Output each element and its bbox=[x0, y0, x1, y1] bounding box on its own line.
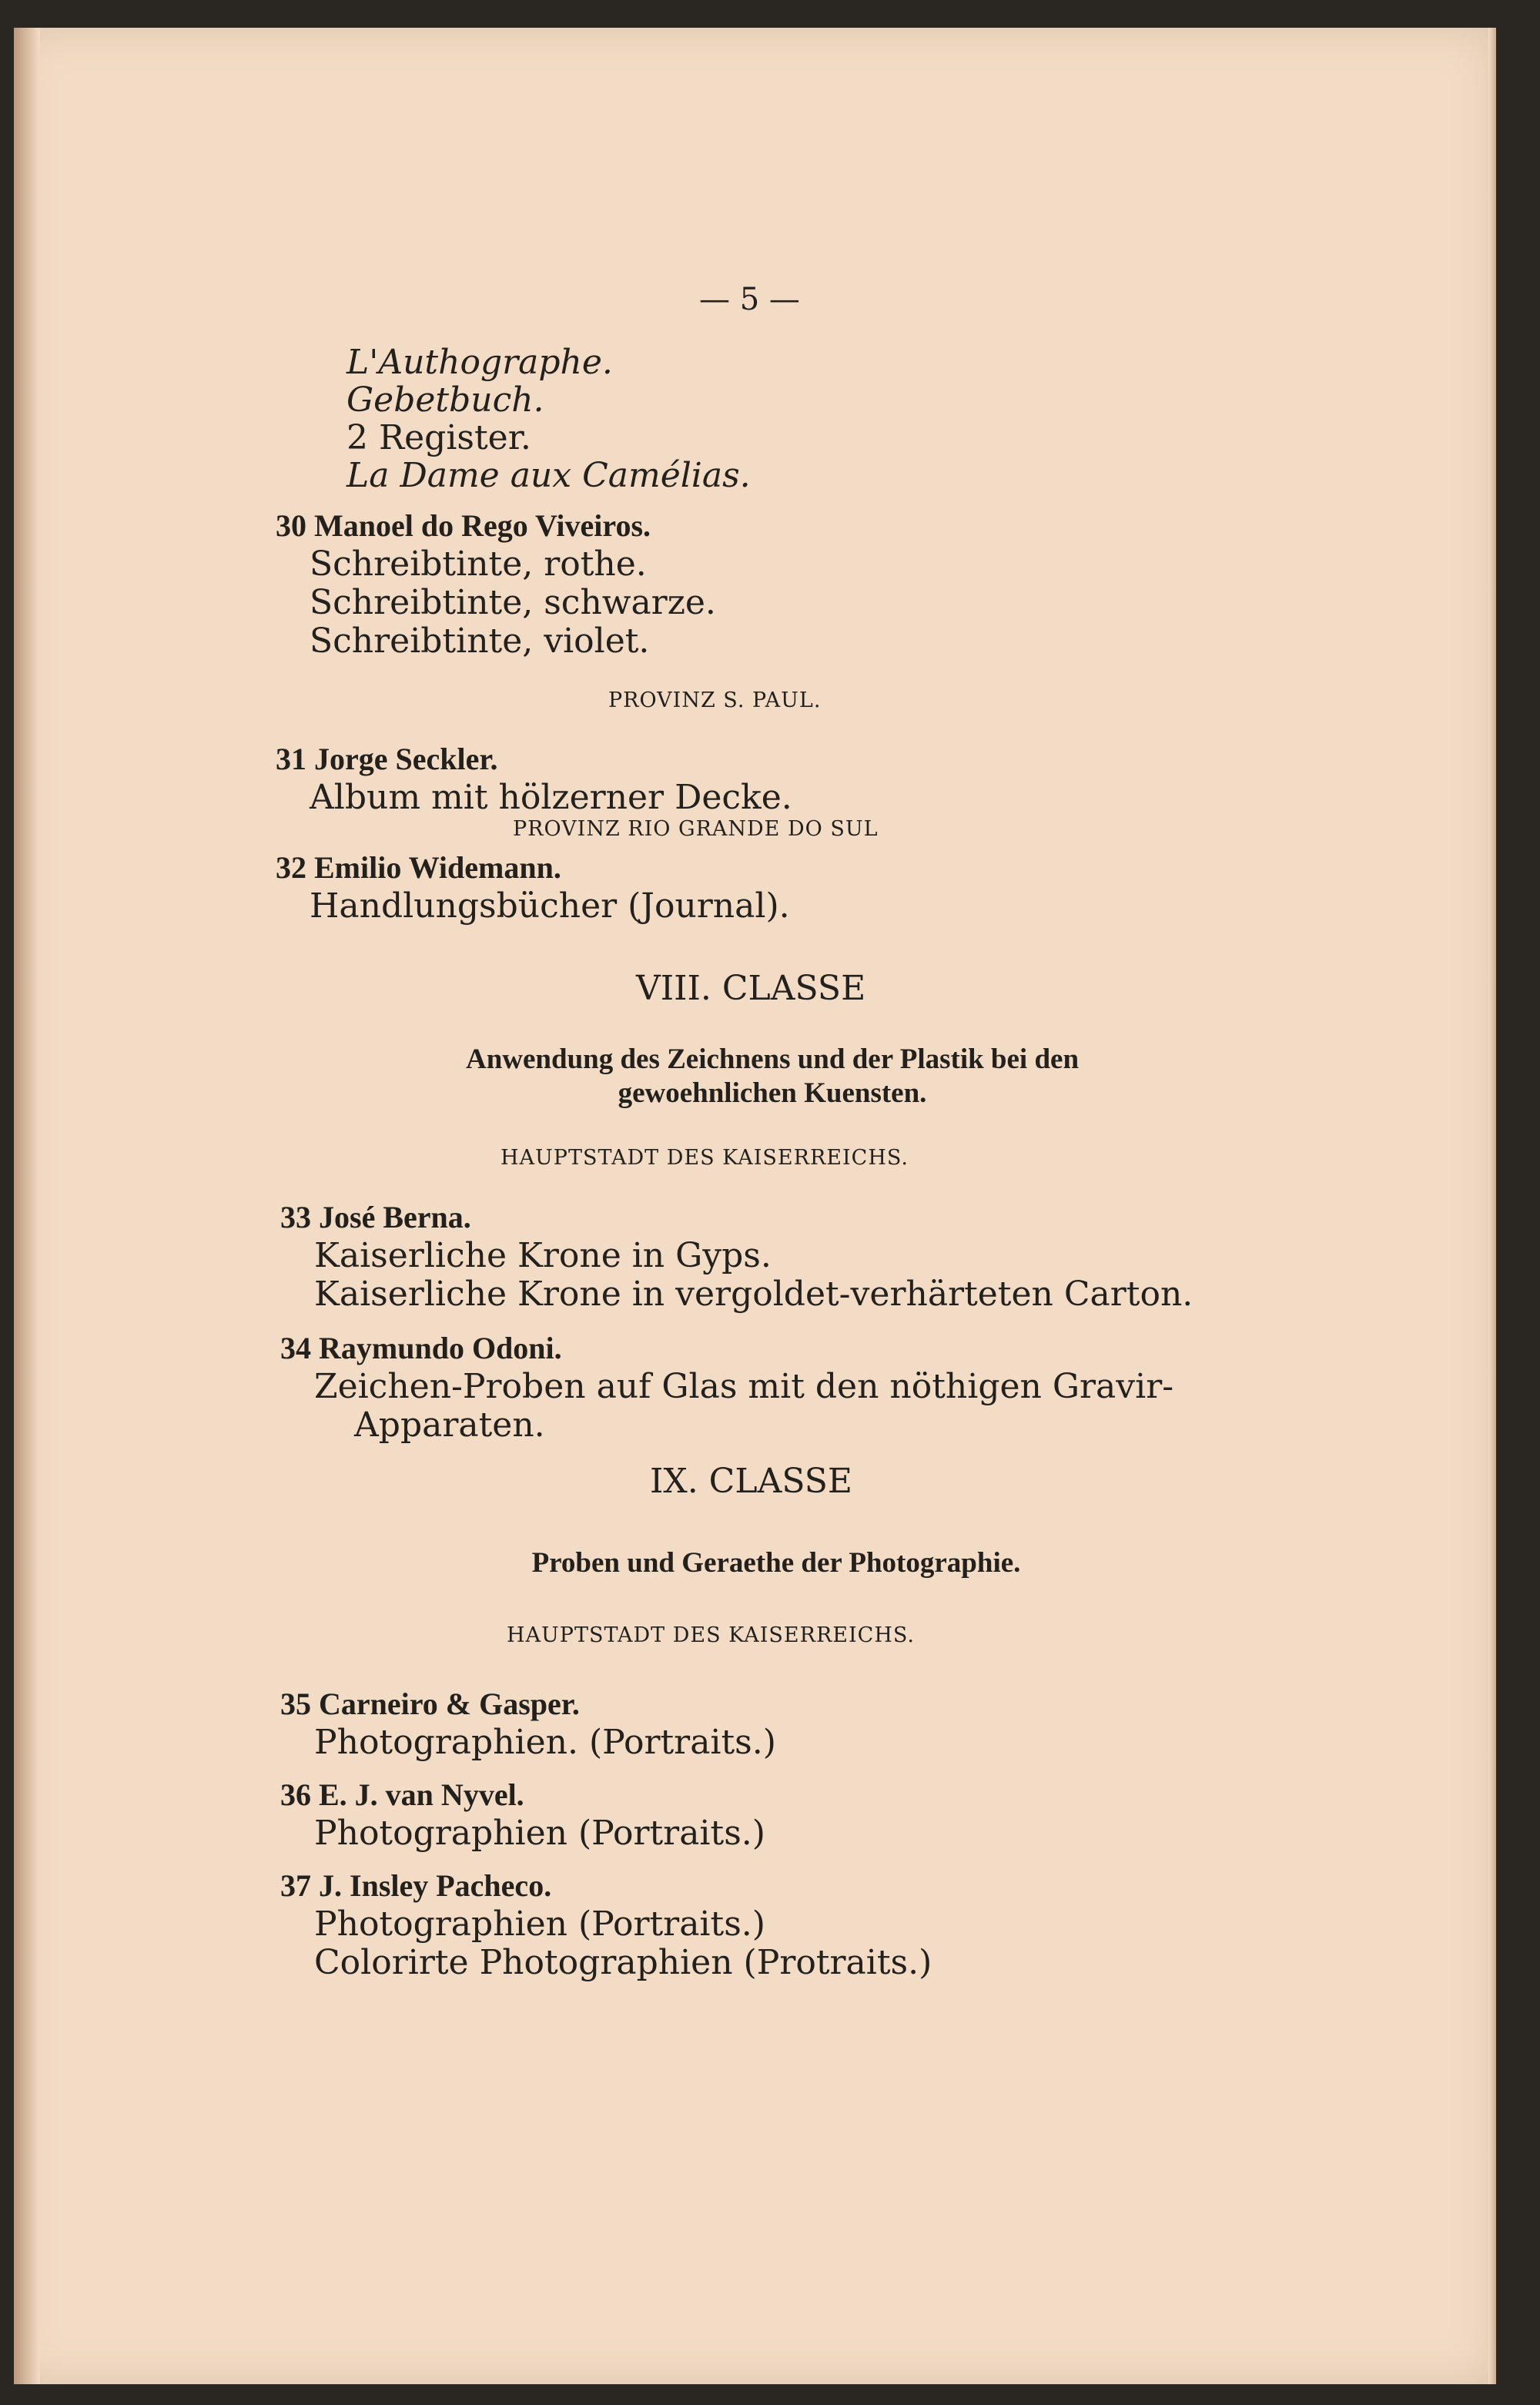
entry-item: Schreibtinte, schwarze. bbox=[310, 583, 716, 622]
classe-subtitle-line: Anwendung des Zeichnens und der Plastik bei den bbox=[465, 1043, 1080, 1075]
classe-subtitle-line: gewoehnlichen Kuensten. bbox=[618, 1077, 927, 1109]
entry-name: 33 José Berna. bbox=[280, 1200, 471, 1234]
list-item: La Dame aux Camélias. bbox=[346, 456, 751, 495]
entry-30 bbox=[276, 507, 716, 661]
province-heading: PROVINZ RIO GRANDE DO SUL bbox=[513, 817, 879, 841]
entry-36 bbox=[280, 1776, 765, 1853]
entry-item: Schreibtinte, rothe. bbox=[310, 544, 647, 584]
entry-name: 36 E. J. van Nyvel. bbox=[280, 1777, 524, 1812]
entry-item: Handlungsbücher (Journal). bbox=[310, 886, 790, 926]
entry-item: Zeichen-Proben auf Glas mit den nöthigen Gravir- bbox=[314, 1367, 1174, 1406]
classe-subtitle bbox=[337, 1043, 1207, 1110]
entry-item: Photographien (Portraits.) bbox=[314, 1814, 765, 1853]
entry-name: 37 J. Insley Pacheco. bbox=[280, 1868, 552, 1903]
page-spine-shadow bbox=[14, 28, 40, 2384]
entry-name: 35 Carneiro & Gasper. bbox=[280, 1687, 580, 1721]
location-heading: HAUPTSTADT DES KAISERREICHS. bbox=[500, 1146, 909, 1170]
entry-item: Kaiserliche Krone in Gyps. bbox=[314, 1236, 772, 1275]
page-number: — 5 — bbox=[699, 282, 800, 317]
list-item: L'Authographe. bbox=[346, 343, 613, 382]
entry-33 bbox=[280, 1198, 1193, 1314]
location-heading: HAUPTSTADT DES KAISERREICHS. bbox=[507, 1623, 915, 1647]
list-item: 2 Register. bbox=[346, 418, 531, 457]
entry-name: 31 Jorge Seckler. bbox=[276, 742, 498, 776]
entry-31 bbox=[276, 740, 792, 817]
page-edge bbox=[1488, 28, 1496, 2384]
entry-37 bbox=[280, 1867, 932, 1982]
entry-name: 32 Emilio Widemann. bbox=[276, 850, 561, 885]
top-items bbox=[346, 343, 751, 494]
entry-35 bbox=[280, 1685, 776, 1762]
entry-item: Photographien (Portraits.) bbox=[314, 1904, 765, 1944]
entry-item: Colorirte Photographien (Protraits.) bbox=[314, 1943, 932, 1982]
entry-item: Kaiserliche Krone in vergoldet-verhärteten Carton. bbox=[314, 1275, 1194, 1314]
book-page bbox=[14, 28, 1496, 2384]
entry-item: Apparaten. bbox=[354, 1405, 545, 1445]
classe-subtitle: Proben und Geraethe der Photographie. bbox=[531, 1547, 1021, 1579]
entry-32 bbox=[276, 849, 790, 926]
entry-item: Schreibtinte, violet. bbox=[310, 621, 650, 661]
entry-name: 30 Manoel do Rego Viveiros. bbox=[276, 508, 651, 543]
classe-title: VIII. CLASSE bbox=[636, 969, 866, 1008]
entry-item: Album mit hölzerner Decke. bbox=[310, 778, 792, 817]
list-item: Gebetbuch. bbox=[346, 380, 544, 420]
entry-34 bbox=[280, 1329, 1173, 1445]
classe-title: IX. CLASSE bbox=[650, 1462, 852, 1501]
entry-name: 34 Raymundo Odoni. bbox=[280, 1331, 562, 1365]
entry-item: Photographien. (Portraits.) bbox=[314, 1723, 776, 1762]
province-heading: PROVINZ S. PAUL. bbox=[608, 688, 822, 712]
